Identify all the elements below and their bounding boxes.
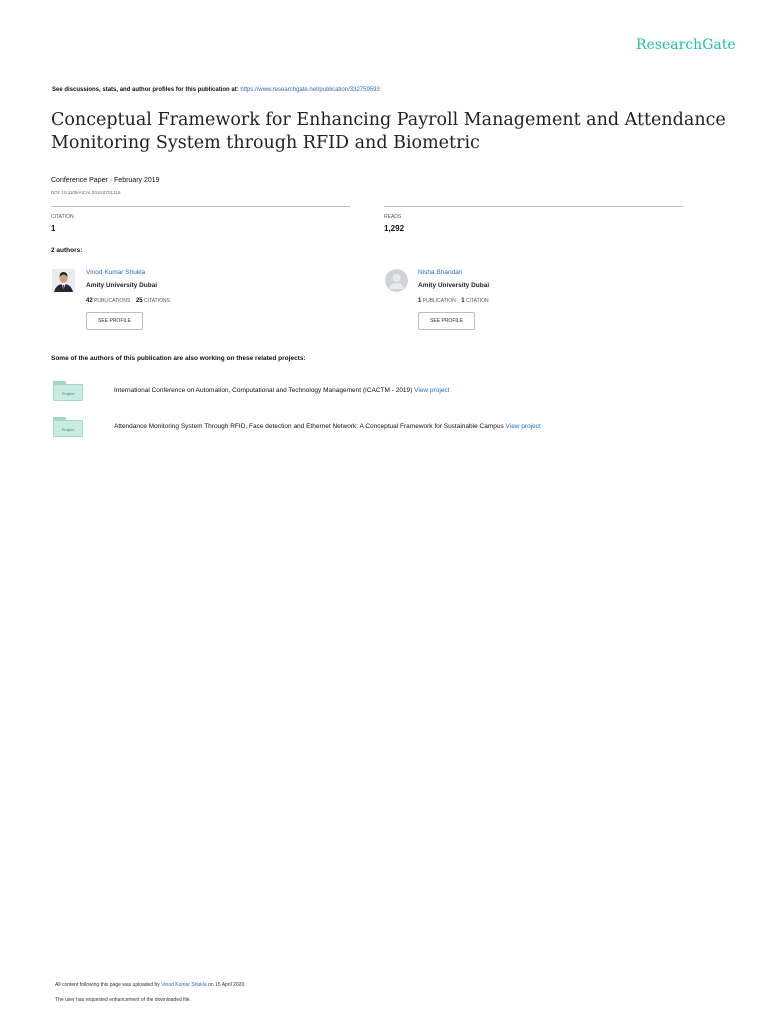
- citation-label: CITATION: [51, 214, 74, 220]
- upload-date: on 15 April 2020.: [208, 982, 246, 988]
- author-name-link[interactable]: Vinod Kumar Shukla: [86, 269, 146, 276]
- upload-prefix: All content following this page was uploaded by: [55, 982, 160, 988]
- author-avatar[interactable]: [385, 269, 408, 292]
- citations-label: CITATION: [466, 298, 489, 304]
- upload-note: [55, 982, 246, 988]
- see-profile-button[interactable]: SEE PROFILE: [418, 312, 475, 330]
- publication-url-link[interactable]: https://www.researchgate.net/publication/332759593: [240, 87, 380, 93]
- enhancement-note: The user has requested enhancement of the downloaded file.: [55, 997, 191, 1003]
- uploader-link[interactable]: Vinod Kumar Shukla: [161, 982, 207, 988]
- publications-label: PUBLICATION: [422, 298, 456, 304]
- publication-link-line: [52, 87, 380, 93]
- project-item: [114, 387, 449, 394]
- project-title: Attendance Monitoring System Through RFID, Face detection and Ethernet Network: A Conceptual Framework for Sustainable Campus: [114, 423, 504, 430]
- citations-label: CITATIONS: [144, 298, 170, 304]
- publications-label: PUBLICATIONS: [94, 298, 131, 304]
- default-avatar-icon: [385, 269, 408, 292]
- paper-title: Conceptual Framework for Enhancing Payroll Management and Attendance Monitoring System through RFID and Biometric: [51, 110, 726, 153]
- author-affiliation: Amity University Dubai: [418, 282, 490, 289]
- related-projects-heading: Some of the authors of this publication are also working on these related projects:: [51, 355, 306, 362]
- view-project-link[interactable]: View project: [505, 423, 541, 430]
- see-profile-button[interactable]: SEE PROFILE: [86, 312, 143, 330]
- publication-link-label: See discussions, stats, and author profiles for this publication at:: [52, 87, 239, 93]
- project-folder-icon: [53, 381, 83, 401]
- author-affiliation: Amity University Dubai: [86, 282, 158, 289]
- divider: [384, 206, 683, 207]
- project-folder-icon: [53, 417, 83, 437]
- author-avatar[interactable]: [52, 269, 75, 292]
- project-item: [114, 423, 541, 430]
- publication-type: Conference Paper · February 2019: [51, 177, 160, 184]
- publications-count: 42: [86, 298, 93, 304]
- divider: [51, 206, 350, 207]
- citations-count: 1: [461, 298, 465, 304]
- citation-count: 1: [51, 224, 56, 233]
- researchgate-logo[interactable]: ResearchGate: [636, 37, 736, 53]
- authors-heading: 2 authors:: [51, 247, 83, 254]
- view-project-link[interactable]: View project: [414, 387, 450, 394]
- author-photo-icon: [52, 269, 75, 292]
- citations-count: 25: [135, 298, 143, 304]
- reads-label: READS: [384, 214, 402, 220]
- project-title: International Conference on Automation, Computational and Technology Management (ICACTM - 2019): [114, 387, 413, 394]
- reads-count: 1,292: [384, 224, 405, 233]
- project-icon-label: Project: [53, 420, 83, 437]
- publication-doi: DOI: 10.1109/AICAI.2019.8701316: [51, 190, 121, 195]
- author-stats: [86, 298, 170, 304]
- author-stats: [418, 298, 489, 304]
- project-icon-label: Project: [53, 384, 83, 401]
- author-name-link[interactable]: Nisha Bhandari: [418, 269, 463, 276]
- publications-count: 1: [418, 298, 422, 304]
